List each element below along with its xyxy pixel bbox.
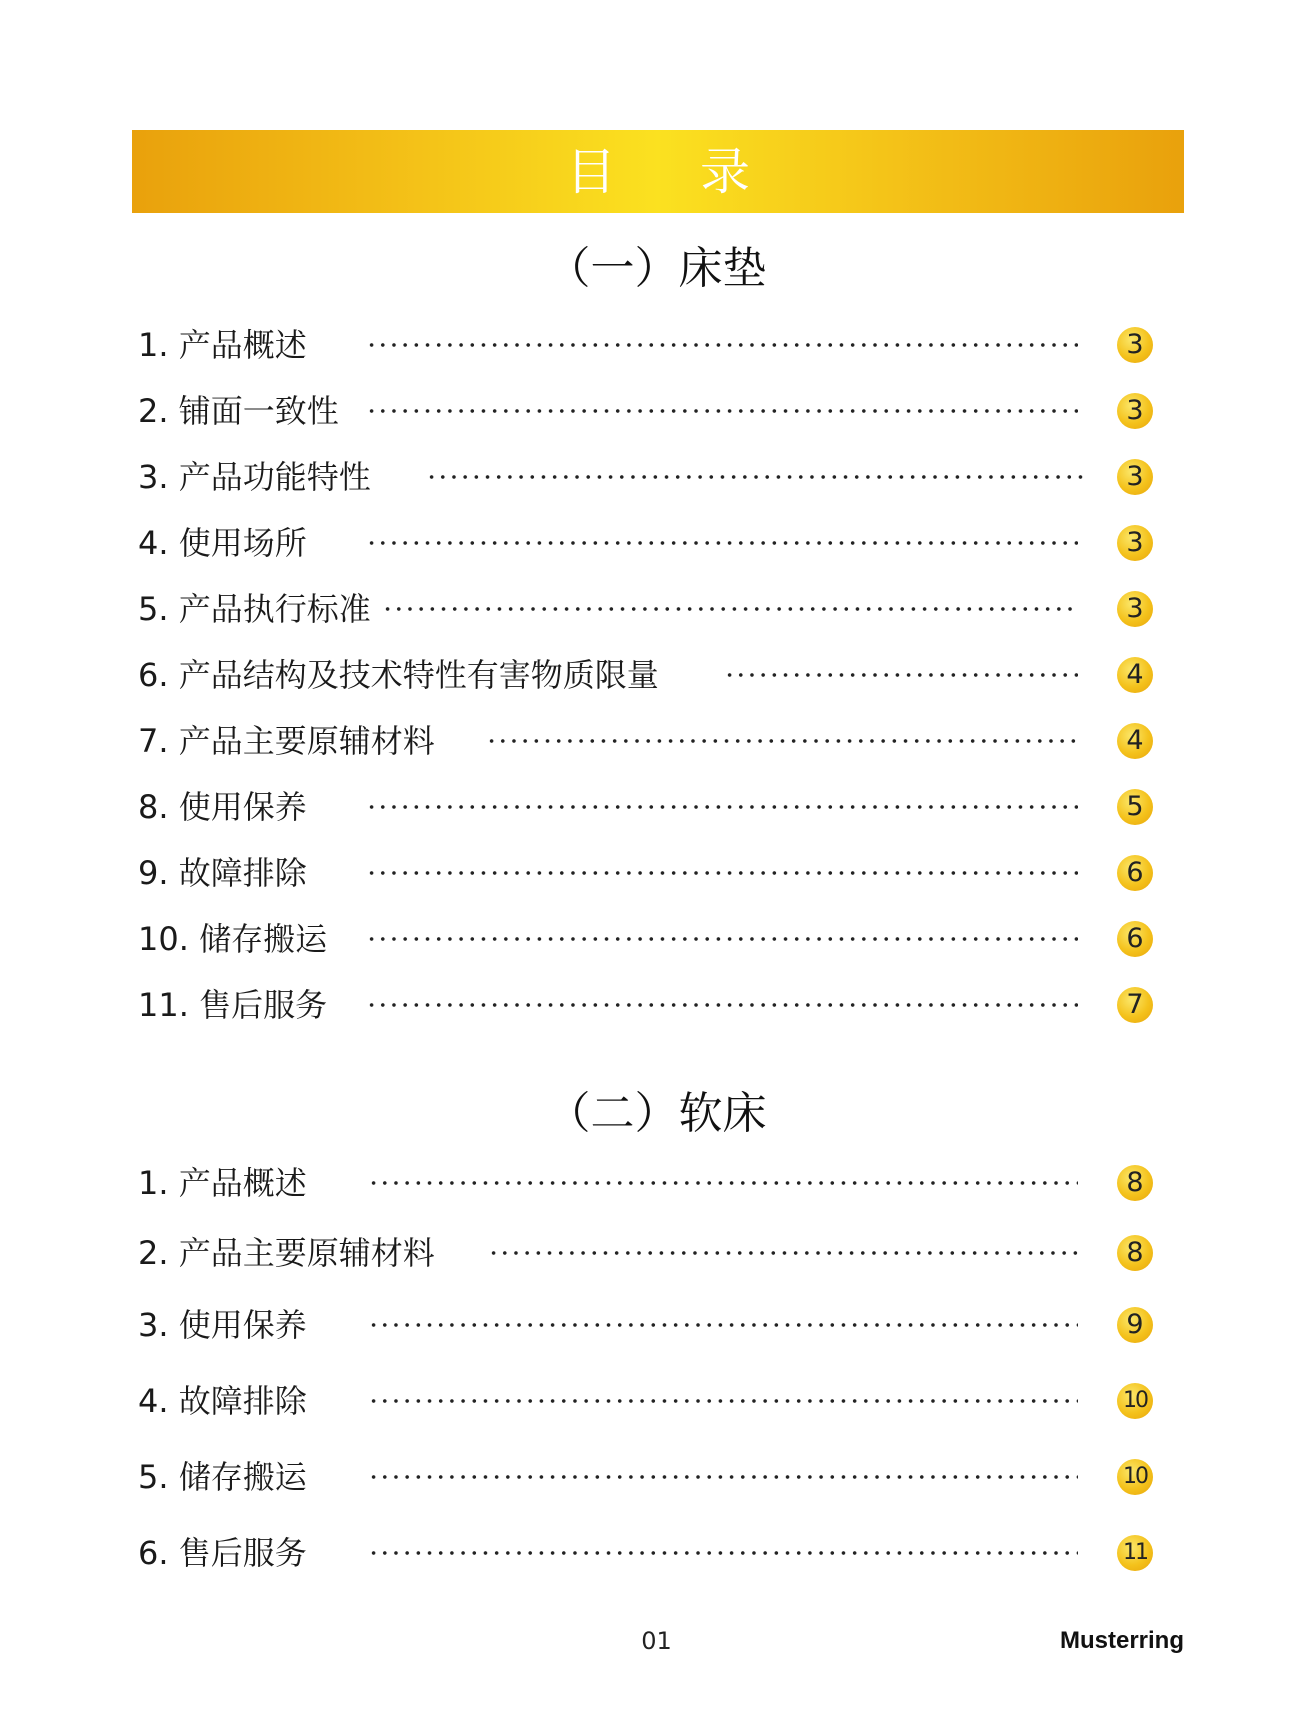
dot-leader — [488, 1251, 1078, 1255]
toc-entry[interactable] — [138, 1302, 1158, 1348]
toc-entry[interactable] — [138, 982, 1158, 1028]
toc-entry[interactable] — [138, 388, 1158, 434]
toc-entry[interactable] — [138, 916, 1158, 962]
page-badge: 3 — [1117, 393, 1153, 429]
toc-entry-label: 7. 产品主要原辅材料 — [138, 722, 435, 760]
toc-entry-label: 1. 产品概述 — [138, 1164, 307, 1202]
toc-entry[interactable] — [138, 322, 1158, 368]
toc-entry-label: 6. 售后服务 — [138, 1534, 307, 1572]
page-badge: 6 — [1117, 921, 1153, 957]
dot-leader — [366, 409, 1078, 413]
toc-entry[interactable] — [138, 784, 1158, 830]
toc-entry-label: 3. 产品功能特性 — [138, 458, 371, 496]
page-badge: 5 — [1117, 789, 1153, 825]
toc-entry-label: 6. 产品结构及技术特性有害物质限量 — [138, 656, 659, 694]
toc-title: 目 录 — [566, 142, 784, 201]
toc-entry[interactable] — [138, 454, 1158, 500]
page-badge: 3 — [1117, 525, 1153, 561]
dot-leader — [382, 607, 1078, 611]
dot-leader — [368, 1475, 1078, 1479]
toc-entry[interactable] — [138, 1454, 1158, 1500]
dot-leader — [426, 475, 1088, 479]
toc-entry-label: 4. 故障排除 — [138, 1382, 307, 1420]
page-badge: 11 — [1117, 1535, 1153, 1571]
toc-entry-label: 9. 故障排除 — [138, 854, 307, 892]
page-badge: 7 — [1117, 987, 1153, 1023]
toc-entry[interactable] — [138, 652, 1158, 698]
page-badge: 10 — [1117, 1383, 1153, 1419]
dot-leader — [368, 1323, 1078, 1327]
toc-entry-label: 2. 铺面一致性 — [138, 392, 339, 430]
page-badge: 3 — [1117, 459, 1153, 495]
toc-entry[interactable] — [138, 850, 1158, 896]
dot-leader — [366, 343, 1078, 347]
toc-entry-label: 4. 使用场所 — [138, 524, 307, 562]
page-badge: 4 — [1117, 723, 1153, 759]
page-badge: 4 — [1117, 657, 1153, 693]
page-badge: 3 — [1117, 327, 1153, 363]
dot-leader — [366, 1003, 1078, 1007]
dot-leader — [366, 541, 1078, 545]
page-badge: 10 — [1117, 1459, 1153, 1495]
brand-name: Musterring — [1059, 1627, 1184, 1654]
dot-leader — [368, 1399, 1078, 1403]
toc-entry-label: 11. 售后服务 — [138, 986, 328, 1024]
toc-entry-label: 3. 使用保养 — [138, 1306, 307, 1344]
toc-entry[interactable] — [138, 1230, 1158, 1276]
toc-entry[interactable] — [138, 1530, 1158, 1576]
dot-leader — [724, 673, 1078, 677]
toc-banner — [132, 130, 1184, 213]
toc-entry-label: 1. 产品概述 — [138, 326, 307, 364]
section-heading-mattress: （一）床垫 — [546, 243, 767, 294]
section-heading-soft-bed: （二）软床 — [546, 1088, 767, 1139]
page-badge: 6 — [1117, 855, 1153, 891]
toc-entry[interactable] — [138, 718, 1158, 764]
toc-entry-label: 10. 储存搬运 — [138, 920, 328, 958]
page-badge: 3 — [1117, 591, 1153, 627]
toc-entry-label: 8. 使用保养 — [138, 788, 307, 826]
dot-leader — [486, 739, 1078, 743]
toc-entry[interactable] — [138, 1160, 1158, 1206]
page-badge: 8 — [1117, 1165, 1153, 1201]
toc-entry-label: 2. 产品主要原辅材料 — [138, 1234, 435, 1272]
dot-leader — [366, 937, 1078, 941]
toc-entry[interactable] — [138, 586, 1158, 632]
toc-entry[interactable] — [138, 1378, 1158, 1424]
page-number: 01 — [641, 1627, 672, 1655]
toc-entry-label: 5. 产品执行标准 — [138, 590, 371, 628]
toc-entry-label: 5. 储存搬运 — [138, 1458, 307, 1496]
toc-entry[interactable] — [138, 520, 1158, 566]
page-badge: 9 — [1117, 1307, 1153, 1343]
dot-leader — [366, 805, 1078, 809]
dot-leader — [368, 1181, 1078, 1185]
page-badge: 8 — [1117, 1235, 1153, 1271]
dot-leader — [366, 871, 1078, 875]
dot-leader — [368, 1551, 1078, 1555]
